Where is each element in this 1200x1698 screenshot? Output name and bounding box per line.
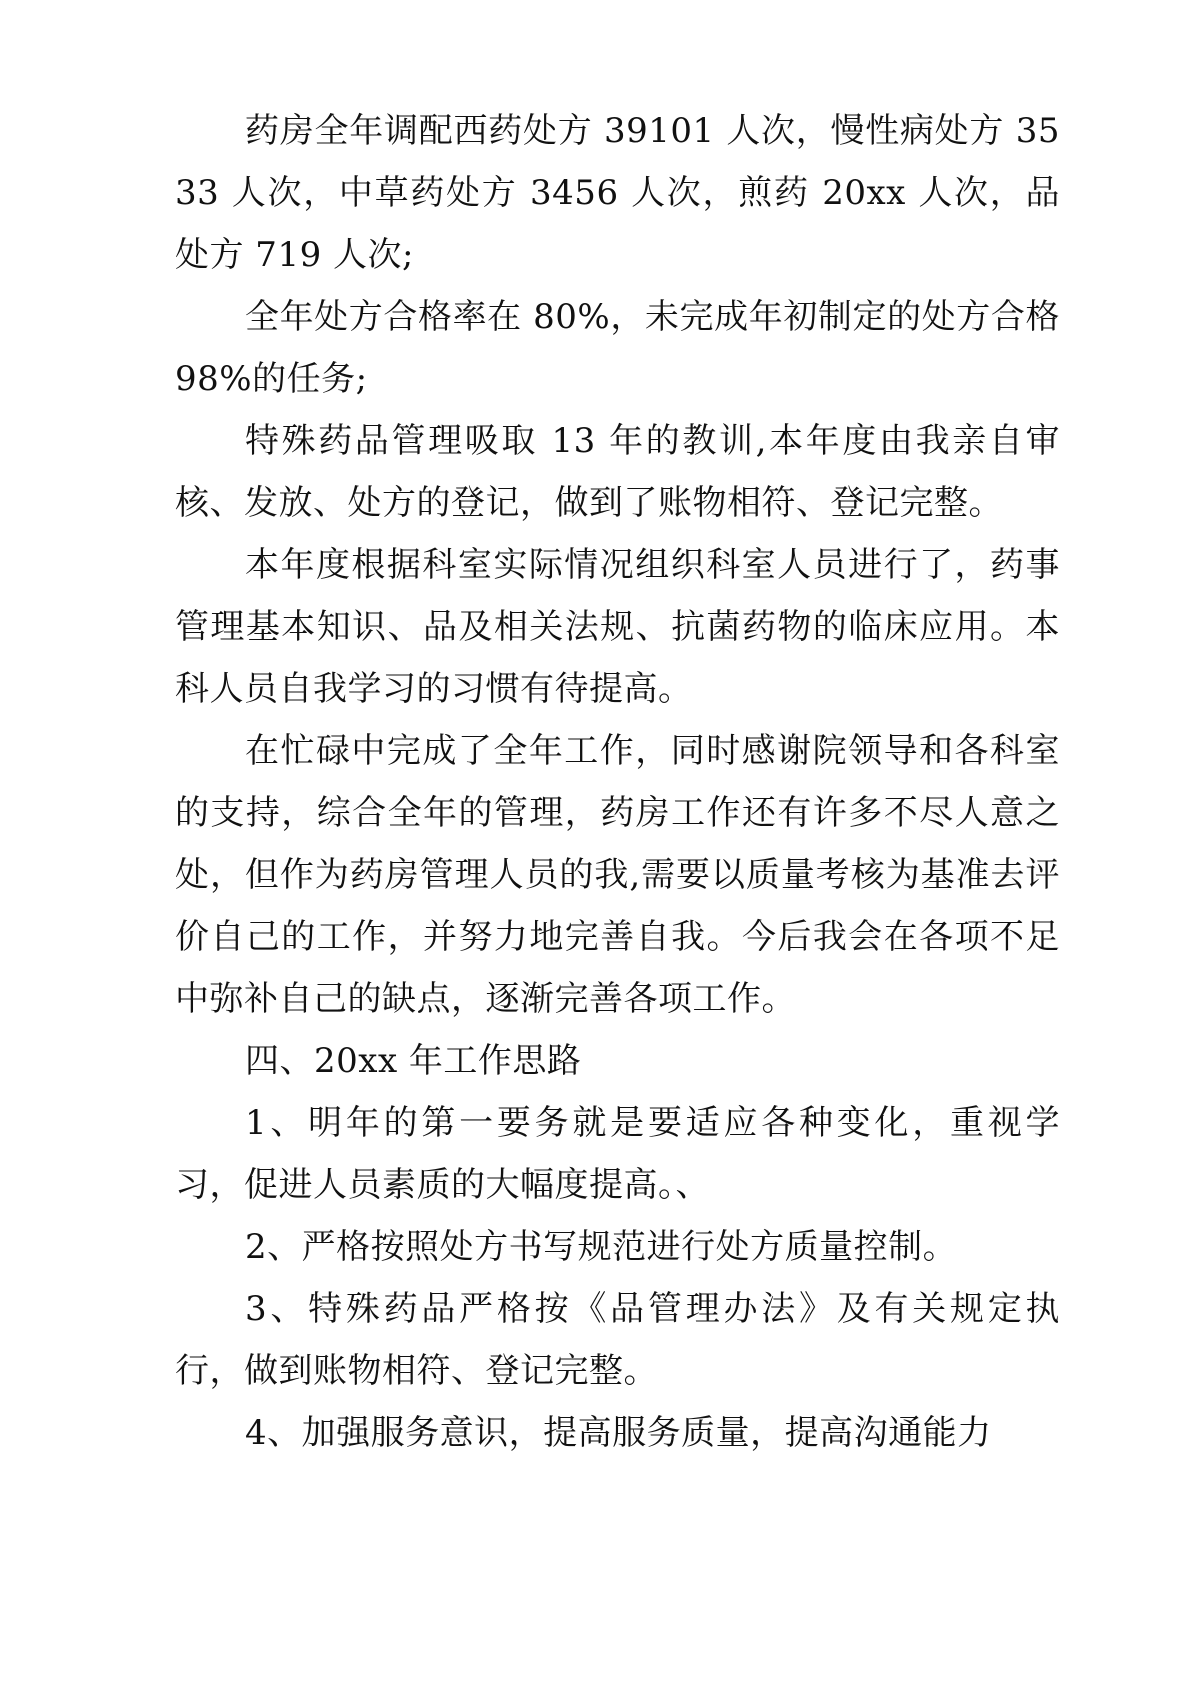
paragraph-staff-training: 本年度根据科室实际情况组织科室人员进行了，药事管理基本知识、品及相关法规、抗菌药物的临床应用。本科人员自我学习的习惯有待提高。 <box>175 545 1060 709</box>
paragraph-prescription-pass-rate: 全年处方合格率在 80%，未完成年初制定的处方合格 98%的任务; <box>175 297 1060 399</box>
plan-item-3: 3、特殊药品严格按《品管理办法》及有关规定执行，做到账物相符、登记完整。 <box>175 1289 1060 1391</box>
plan-item-4: 4、加强服务意识，提高服务质量，提高沟通能力 <box>245 1413 992 1453</box>
plan-item-1: 1、明年的第一要务就是要适应各种变化，重视学习，促进人员素质的大幅度提高。、 <box>175 1103 1060 1205</box>
paragraph-annual-summary: 在忙碌中完成了全年工作，同时感谢院领导和各科室的支持，综合全年的管理，药房工作还有许多不尽人意之处，但作为药房管理人员的我,需要以质量考核为基准去评价自己的工作，并努力地完善自我。今后我会在各项不足中弥补自己的缺点，逐渐完善各项工作。 <box>175 731 1060 1019</box>
paragraph-dispensing-stats: 药房全年调配西药处方 39101 人次，慢性病处方 3533 人次，中草药处方 3456 人次，煎药 20xx 人次，品处方 719 人次; <box>175 111 1060 275</box>
paragraph-special-drug-management: 特殊药品管理吸取 13 年的教训,本年度由我亲自审核、发放、处方的登记，做到了账物相符、登记完整。 <box>175 421 1060 523</box>
section-heading-work-plan: 四、20xx 年工作思路 <box>245 1041 582 1081</box>
plan-item-2: 2、严格按照处方书写规范进行处方质量控制。 <box>245 1227 958 1267</box>
